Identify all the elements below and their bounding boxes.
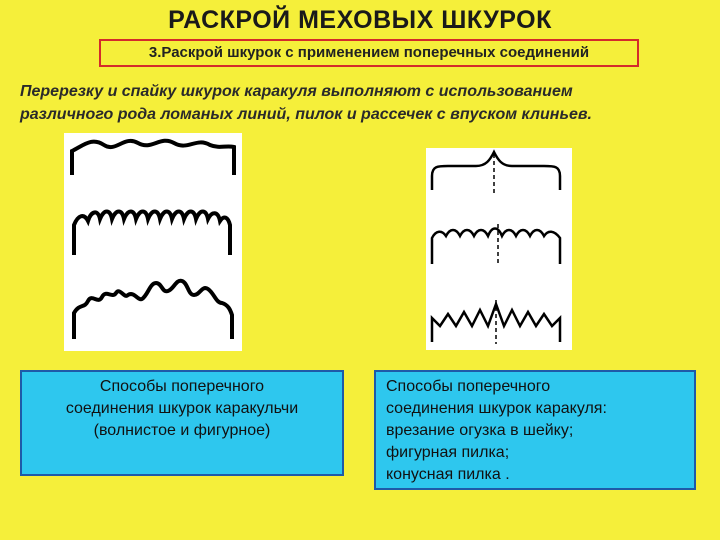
- caption-left-line-2: соединения шкурок каракульчи: [65, 400, 299, 417]
- caption-karakul: [374, 370, 696, 490]
- intro-line-2: различного рода ломаных линий, пилок и рассечек с впуском клиньев.: [20, 106, 592, 123]
- caption-left-line-3: (волнистое и фигурное): [93, 422, 271, 439]
- caption-left-line-1: Способы поперечного: [99, 378, 265, 395]
- seam-peak: [432, 152, 560, 190]
- figured-seams-diagram: [426, 148, 572, 350]
- caption-right-line-4: фигурная пилка;: [386, 444, 510, 461]
- subtitle-box: [99, 39, 639, 67]
- seam-wave-1: [72, 141, 234, 175]
- seam-scallop: [432, 229, 560, 265]
- caption-karakulcha: [20, 370, 344, 476]
- seam-wave-3: [74, 281, 232, 339]
- page-title: РАСКРОЙ МЕХОВЫХ ШКУРОК: [168, 6, 552, 34]
- wavy-seams-panel: [64, 133, 242, 351]
- wavy-seams-diagram: [64, 133, 242, 351]
- intro-line-1: Перерезку и спайку шкурок каракуля выполняют с использованием: [20, 83, 573, 100]
- intro-paragraph: [20, 80, 710, 126]
- caption-right-line-3: врезание огузка в шейку;: [386, 422, 574, 439]
- caption-right-line-5: конусная пилка .: [386, 466, 510, 483]
- caption-right-line-2: соединения шкурок каракуля:: [386, 400, 607, 417]
- subtitle-text: 3.Раскрой шкурок с применением поперечных соединений: [148, 44, 590, 61]
- seam-wave-2: [74, 212, 230, 256]
- caption-right-line-1: Способы поперечного: [386, 378, 551, 395]
- figured-seams-panel: [426, 148, 572, 350]
